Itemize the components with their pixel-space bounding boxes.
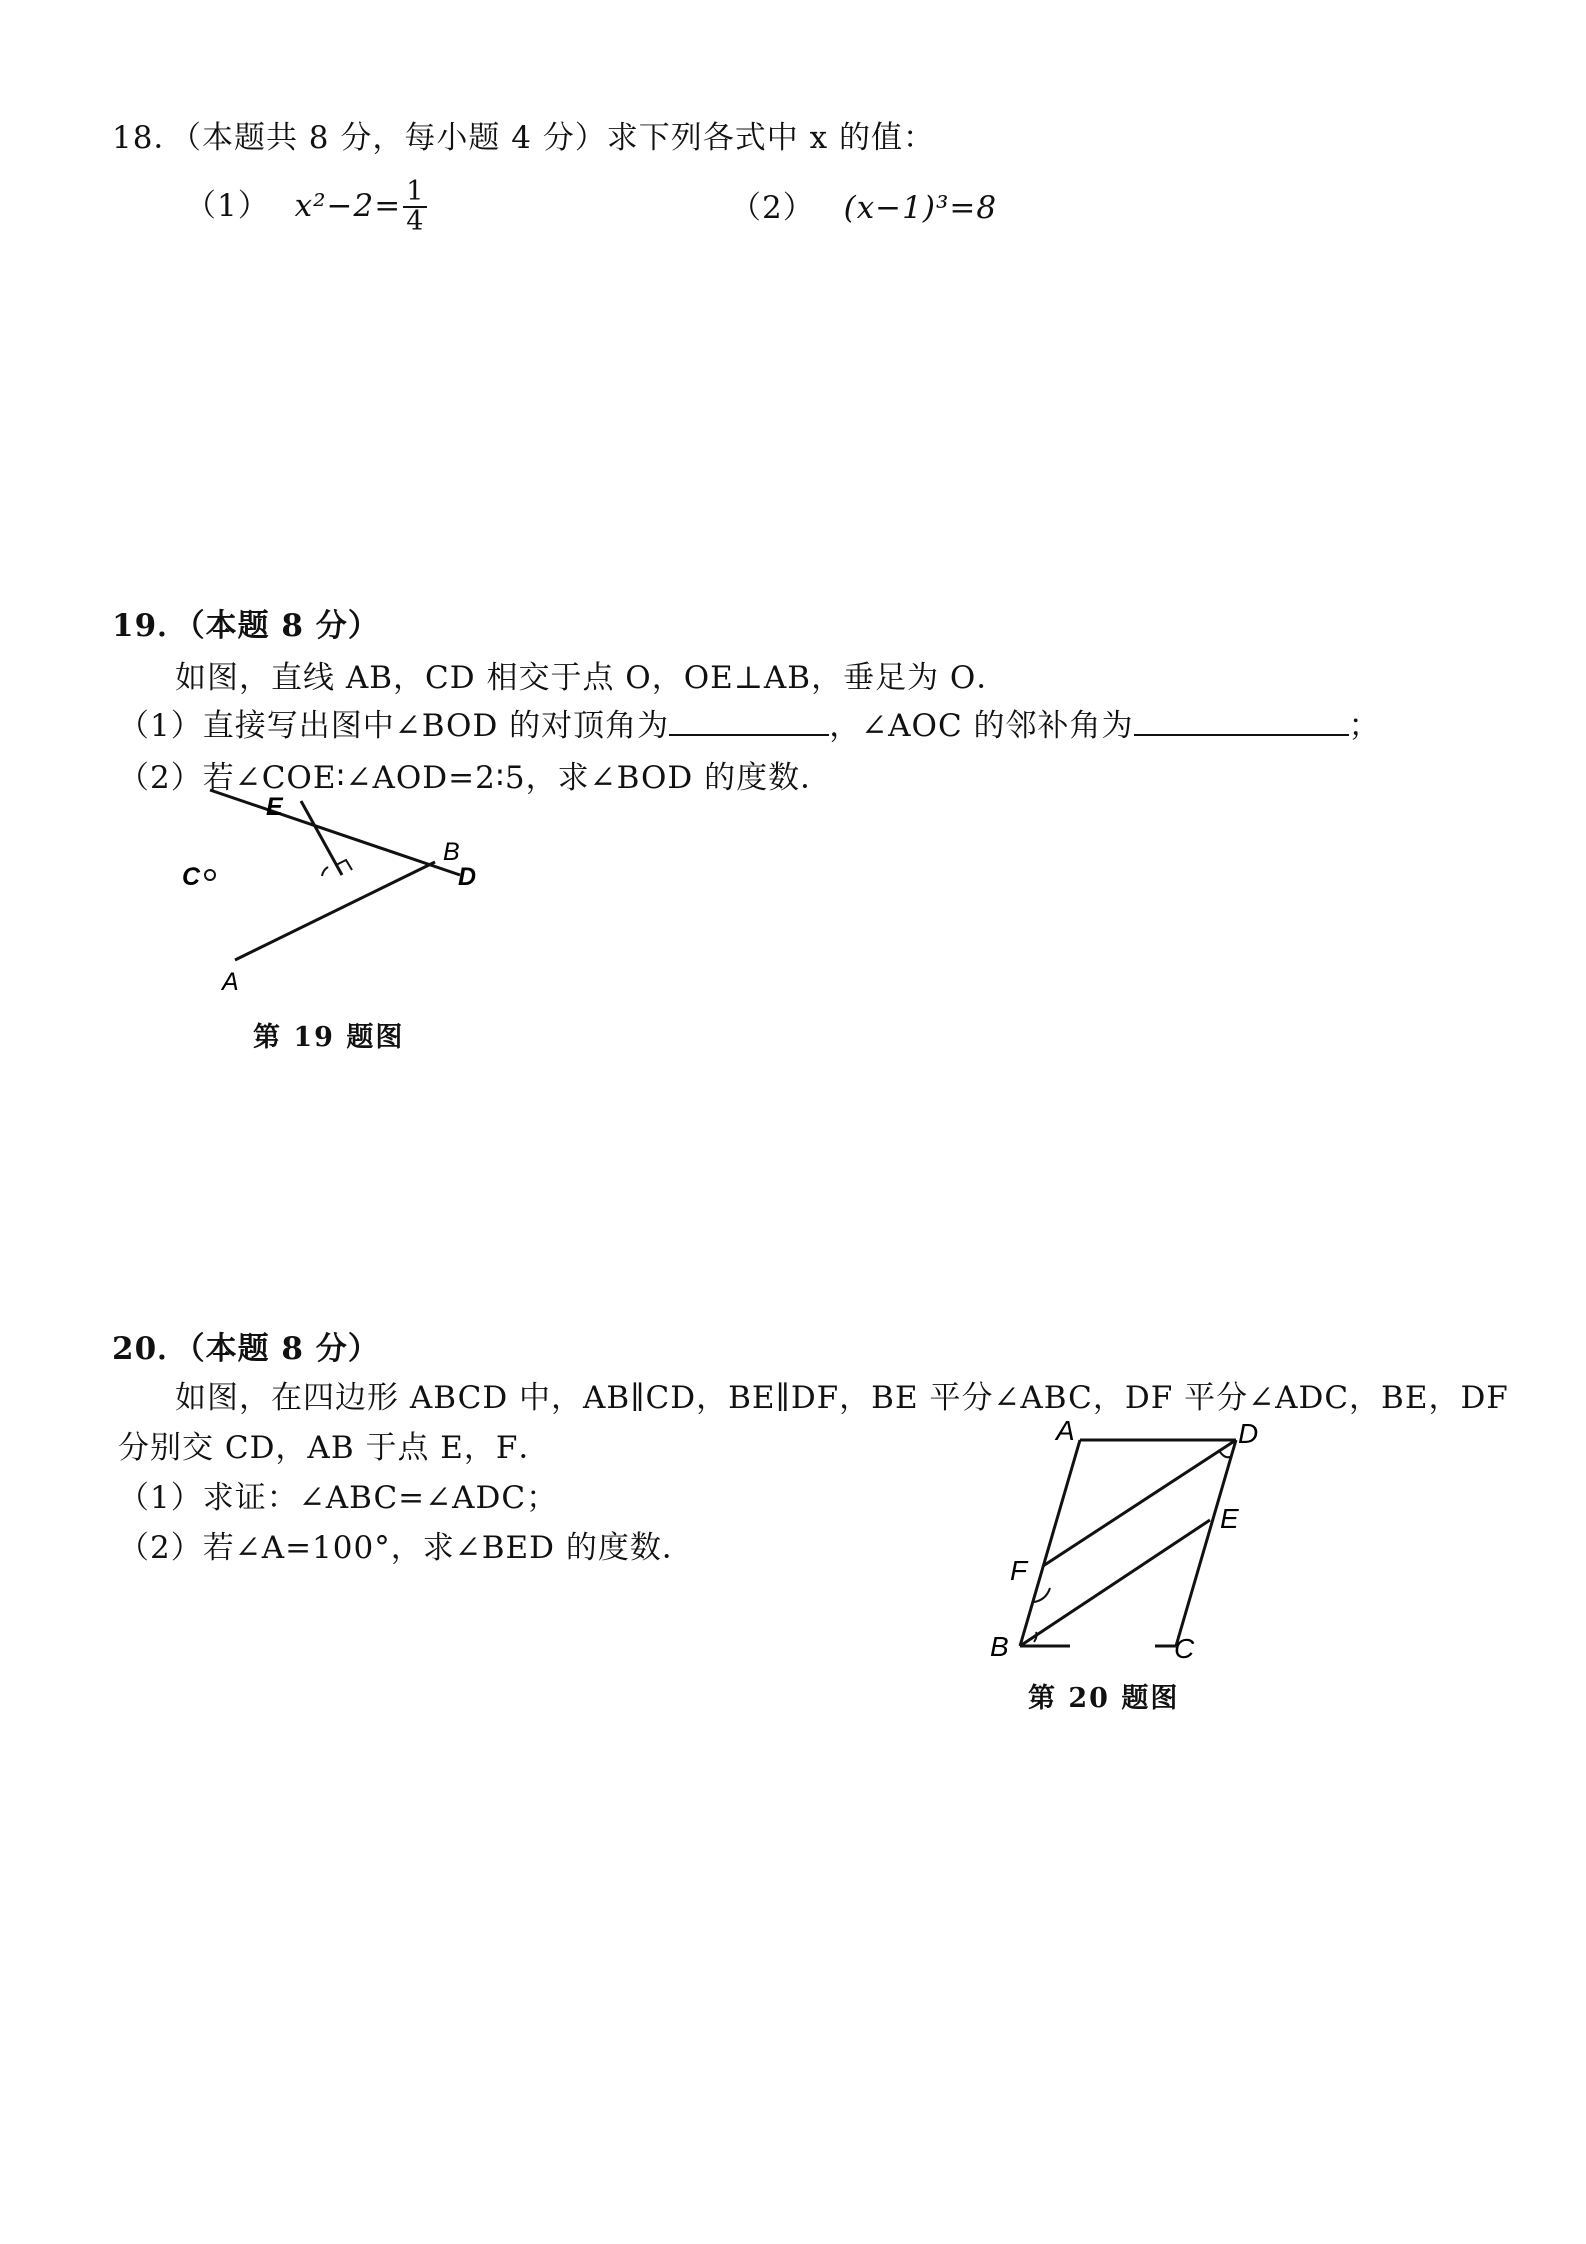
q19-answer-blank-2[interactable] <box>1134 734 1349 736</box>
label-a: A <box>222 968 239 996</box>
q18-part2-expr: (x−1)³=8 <box>843 190 998 226</box>
q20-intro-line1: 如图，在四边形 ABCD 中，AB∥CD，BE∥DF，BE 平分∠ABC，DF 平分∠ADC，BE，DF <box>175 1380 1509 1416</box>
label-d: D <box>458 863 477 891</box>
point-c-marker <box>205 870 215 880</box>
label-c: C <box>182 863 201 891</box>
q19-part1-text-c: ； <box>1348 708 1381 744</box>
q20-intro-line2: 分别交 CD，AB 于点 E，F． <box>118 1430 551 1466</box>
q18-part1 <box>185 178 427 237</box>
line-ab <box>235 862 435 960</box>
q19-header: 19．（本题 8 分） <box>112 608 380 644</box>
q18-part2 <box>730 182 997 227</box>
angle-arc-mark <box>322 867 328 876</box>
q20-header: 20．（本题 8 分） <box>112 1331 380 1367</box>
q19-part1-text-a: （1）直接写出图中∠BOD 的对顶角为 <box>118 708 670 744</box>
q20-part2: （2）若∠A=100°，求∠BED 的度数． <box>118 1530 694 1566</box>
q19-figure <box>160 790 520 1020</box>
q20-part1: （1）求证：∠ABC=∠ADC； <box>118 1480 559 1516</box>
label-e: E <box>1220 1503 1239 1534</box>
label-c: C <box>1174 1633 1195 1664</box>
ray-oe <box>301 801 342 875</box>
q19-part2: （2）若∠COE∶∠AOD=2∶5，求∠BOD 的度数． <box>118 760 833 796</box>
segment-df <box>1043 1440 1236 1566</box>
side-dc <box>1176 1440 1236 1646</box>
q19-part1 <box>118 700 1381 745</box>
q19-caption: 第 19 题图 <box>253 1022 405 1053</box>
label-d: D <box>1238 1418 1259 1449</box>
q18-part1-lhs: x²−2= <box>294 187 402 224</box>
q18-part1-label: （1） <box>185 187 270 224</box>
q18-part2-label: （2） <box>730 190 815 226</box>
q20-figure <box>980 1410 1259 1670</box>
label-b: B <box>443 838 460 866</box>
q18-fraction-denominator: 4 <box>406 206 425 238</box>
q19-intro: 如图，直线 AB，CD 相交于点 O，OE⊥AB，垂足为 O． <box>175 660 1009 696</box>
q18-fraction-numerator: 1 <box>403 178 427 208</box>
label-e: E <box>266 793 283 821</box>
label-a: A <box>1056 1415 1075 1446</box>
label-b: B <box>990 1631 1009 1662</box>
q18-header: 18．（本题共 8 分，每小题 4 分）求下列各式中 x 的值： <box>112 120 935 156</box>
q19-part1-text-b: ，∠AOC 的邻补角为 <box>829 708 1134 744</box>
side-ab <box>1020 1440 1080 1646</box>
label-f: F <box>1010 1555 1028 1586</box>
q20-caption: 第 20 题图 <box>1028 1683 1180 1714</box>
q19-answer-blank-1[interactable] <box>669 734 829 736</box>
q18-part1-fraction <box>403 178 427 237</box>
